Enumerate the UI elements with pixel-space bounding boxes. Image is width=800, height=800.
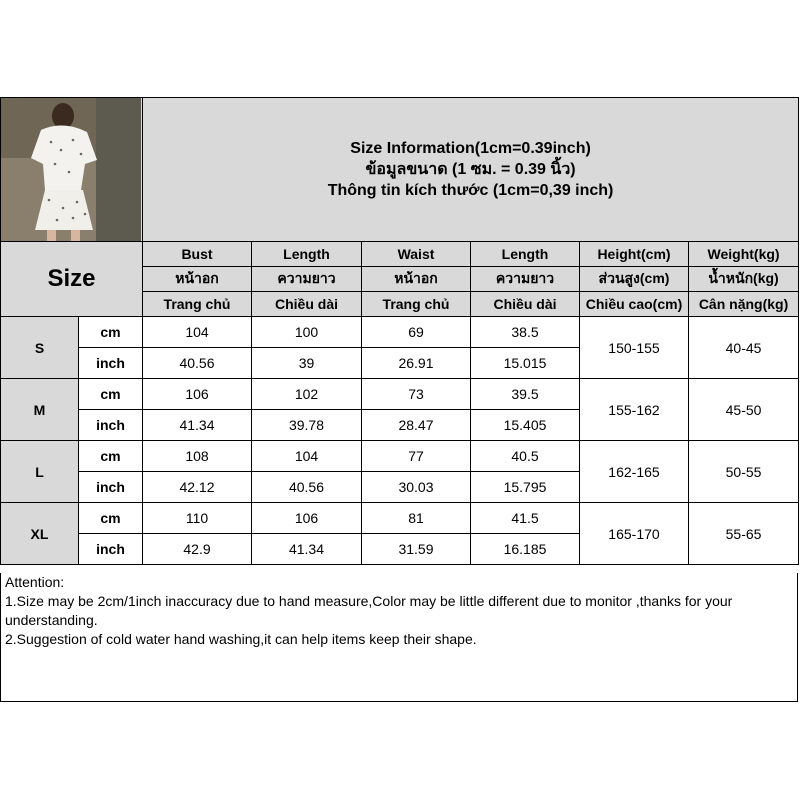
l-length-inch: 40.56	[252, 472, 362, 503]
header-waist-thai: หน้าอก	[362, 267, 471, 292]
unit-cm: cm	[79, 441, 143, 472]
s-height: 150-155	[580, 317, 689, 379]
title-vietnamese: Thông tin kích thước (1cm=0,39 inch)	[327, 182, 614, 199]
header-waist-vn: Trang chủ	[362, 292, 471, 317]
header-weight: Weight(kg)	[689, 242, 799, 267]
header-length-vn: Chiều dài	[252, 292, 362, 317]
s-waist-inch: 26.91	[362, 348, 471, 379]
size-column-header: Size	[1, 242, 143, 317]
m-length2-cm: 39.5	[471, 379, 580, 410]
xl-bust-cm: 110	[143, 503, 252, 534]
xl-waist-cm: 81	[362, 503, 471, 534]
s-waist-cm: 69	[362, 317, 471, 348]
s-length-inch: 39	[252, 348, 362, 379]
xl-bust-inch: 42.9	[143, 534, 252, 565]
header-length-thai: ความยาว	[252, 267, 362, 292]
header-bust-vn: Trang chủ	[143, 292, 252, 317]
m-weight: 45-50	[689, 379, 799, 441]
size-label-xl: XL	[1, 503, 79, 565]
s-length2-inch: 15.015	[471, 348, 580, 379]
m-length2-inch: 15.405	[471, 410, 580, 441]
l-weight: 50-55	[689, 441, 799, 503]
s-bust-inch: 40.56	[143, 348, 252, 379]
model-photo-icon	[1, 98, 141, 241]
size-chart-sheet	[0, 97, 800, 703]
xl-length-inch: 41.34	[252, 534, 362, 565]
xl-length2-cm: 41.5	[471, 503, 580, 534]
product-photo	[1, 98, 143, 242]
s-length-cm: 100	[252, 317, 362, 348]
m-height: 155-162	[580, 379, 689, 441]
header-length-2: Length	[471, 242, 580, 267]
header-weight-vn: Cân nặng(kg)	[689, 292, 799, 317]
header-weight-thai: น้ำหนัก(kg)	[689, 267, 799, 292]
title-thai: ข้อมูลขนาด (1 ซม. = 0.39 นิ้ว)	[365, 161, 576, 178]
header-waist: Waist	[362, 242, 471, 267]
header-height-vn: Chiều cao(cm)	[580, 292, 689, 317]
size-label-l: L	[1, 441, 79, 503]
xl-weight: 55-65	[689, 503, 799, 565]
l-waist-cm: 77	[362, 441, 471, 472]
xl-length-cm: 106	[252, 503, 362, 534]
size-table	[0, 97, 799, 565]
m-length-cm: 102	[252, 379, 362, 410]
unit-inch: inch	[79, 472, 143, 503]
unit-inch: inch	[79, 410, 143, 441]
m-length-inch: 39.78	[252, 410, 362, 441]
header-height-thai: ส่วนสูง(cm)	[580, 267, 689, 292]
l-height: 162-165	[580, 441, 689, 503]
xl-height: 165-170	[580, 503, 689, 565]
header-bust-thai: หน้าอก	[143, 267, 252, 292]
unit-cm: cm	[79, 317, 143, 348]
s-length2-cm: 38.5	[471, 317, 580, 348]
l-length-cm: 104	[252, 441, 362, 472]
s-weight: 40-45	[689, 317, 799, 379]
m-bust-cm: 106	[143, 379, 252, 410]
s-bust-cm: 104	[143, 317, 252, 348]
l-bust-inch: 42.12	[143, 472, 252, 503]
l-waist-inch: 30.03	[362, 472, 471, 503]
size-label-s: S	[1, 317, 79, 379]
header-height: Height(cm)	[580, 242, 689, 267]
header-bust: Bust	[143, 242, 252, 267]
unit-inch: inch	[79, 534, 143, 565]
unit-cm: cm	[79, 503, 143, 534]
size-info-title	[143, 98, 799, 242]
m-waist-inch: 28.47	[362, 410, 471, 441]
m-waist-cm: 73	[362, 379, 471, 410]
l-length2-cm: 40.5	[471, 441, 580, 472]
l-length2-inch: 15.795	[471, 472, 580, 503]
title-english: Size Information(1cm=0.39inch)	[350, 140, 591, 157]
attention-heading: Attention:	[5, 574, 65, 590]
size-label-m: M	[1, 379, 79, 441]
header-length: Length	[252, 242, 362, 267]
xl-waist-inch: 31.59	[362, 534, 471, 565]
m-bust-inch: 41.34	[143, 410, 252, 441]
unit-cm: cm	[79, 379, 143, 410]
header-length-2-vn: Chiều dài	[471, 292, 580, 317]
attention-note-1: 1.Size may be 2cm/1inch inaccuracy due to hand measure,Color may be little different due to monitor ,thanks for your understanding.	[5, 593, 733, 628]
attention-notes	[0, 573, 798, 702]
xl-length2-inch: 16.185	[471, 534, 580, 565]
attention-note-2: 2.Suggestion of cold water hand washing,it can help items keep their shape.	[5, 631, 477, 647]
unit-inch: inch	[79, 348, 143, 379]
header-length-2-thai: ความยาว	[471, 267, 580, 292]
l-bust-cm: 108	[143, 441, 252, 472]
